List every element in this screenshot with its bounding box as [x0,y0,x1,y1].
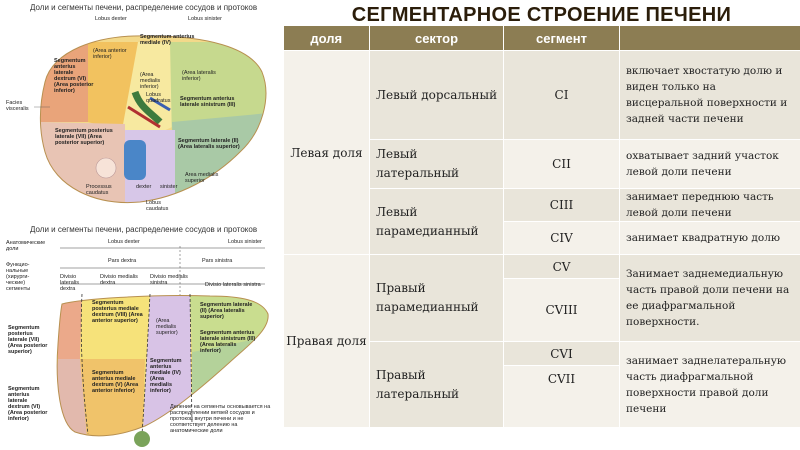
cell-sector-left-lateral: Левый латеральный [370,140,504,189]
cell-segment-civ: CIV [504,222,620,255]
cell-lobe-left: Левая доля [284,51,370,255]
label-seg-post-mediale: Segmentum posterius mediale dextrum (VIII) (Area anterior superior) [92,300,143,324]
label-facies-visceralis: Facies visceralis [6,100,29,112]
label-area-anterior-inferior: (Area anterior inferior) [93,48,127,60]
header-dolya: доля [284,26,370,51]
label-seg-lateralis-ii-bottom: Segmentum laterale (II) (Area lateralis superior) [200,302,253,320]
segments-table-container [283,26,800,450]
cell-desc-civ: занимает квадратную долю [620,222,800,255]
label-area-medialis-superior-top: Area medialis superior [185,172,219,184]
cell-sector-right-paramedian: Правый парамедианный [370,255,504,342]
label-seg-post-laterale-bottom: Segmentum posterius laterale (VII) (Area posterior superior) [8,325,48,355]
cell-segment-cv: CV [504,255,620,279]
label-lobus-sinister-top: Lobus sinister [188,16,222,22]
label-lobus-sinister-bottom: Lobus sinister [228,239,262,245]
label-seg-ant-mediale: Segmentum anterius mediale (IV) [140,34,195,46]
label-anat-doli: Анатомические доли [6,240,46,252]
label-div-lat-dextra: Divisio lateralis dextra [60,274,79,292]
label-area-lateralis-inferior: (Area lateralis inferior) [182,70,216,82]
label-seg-ant-lat-dextrum: Segmentum anterius laterale dextrum (VI) (Area posterior inferior) [54,58,94,94]
label-pars-dextra: Pars dextra [108,258,137,264]
header-sektor: сектор [370,26,504,51]
cell-segment-cviii: CVIII [504,279,620,342]
cell-sector-right-lateral: Правый латеральный [370,342,504,428]
cell-desc-cvi-cvii: занимает заднелатеральную часть диафрагмальной поверхности правой доли печени [620,342,800,428]
table-header-row [284,26,800,51]
label-div-med-dextra: Divisio medialis dextra [100,274,138,286]
label-area-medialis-superior-bottom: (Area medialis superior) [156,318,178,336]
cell-segment-cii: CII [504,140,620,189]
cell-segment-ciii: CIII [504,189,620,222]
label-lobus-dexter-top: Lobus dexter [95,16,127,22]
table-row [284,255,800,279]
label-sinister: sinister [160,184,178,190]
label-seg-lateralis-ii-top: Segmentum laterale (II) (Area lateralis superior) [178,138,240,150]
cell-segment-cvi: CVI [504,342,620,366]
header-segment: сегмент [504,26,620,51]
cell-desc-ci: включает хвостатую долю и виден только на висцеральной поверхности и задней части печени [620,51,800,140]
label-lobus-quadratus: Lobus quadratus [146,92,171,104]
label-processus-caudatus: Processus caudatus [86,184,112,196]
cell-lobe-right: Правая доля [284,255,370,428]
label-area-medialis-inferior: (Area medialis inferior) [140,72,161,90]
label-seg-ant-mediale-bottom: Segmentum anterius mediale (IV) (Area medialis inferior) [150,358,182,394]
cell-sector-left-paramedian: Левый парамедианный [370,189,504,255]
label-lobus-dexter-bottom: Lobus dexter [108,239,140,245]
cell-desc-ciii: занимает переднюю часть левой доли печени [620,189,800,222]
cell-segment-cvii: CVII [504,366,620,428]
label-seg-post-laterale-top: Segmentum posterius laterale (VII) (Area posterior superior) [55,128,113,146]
cell-sector-left-dorsal: Левый дорсальный [370,51,504,140]
segments-table [283,26,800,428]
figure-bottom-caption: Доли и сегменты печени, распределение сосудов и протоков [30,225,258,234]
label-segment-note: Деление на сегменты основывается на распределении ветвей сосудов и протоков внутри печени и не соответствует делению на анатомические доли [170,404,271,434]
anatomy-figures [0,0,283,450]
label-div-med-sinistra: Divisio medialis sinistra [150,274,188,286]
table-row [284,51,800,140]
header-description [620,26,800,51]
label-lobus-caudatus: Lobus caudatus [146,200,169,212]
cell-desc-cv-cviii: Занимает заднемедиальную часть правой доли печени на ее диафрагмальной поверхности. [620,255,800,342]
label-seg-ant-mediale-dextrum: Segmentum anterius mediale dextrum (V) (Area anterior inferior) [92,370,139,394]
label-seg-ant-lat-sinistrum: Segmentum anterius laterale sinistrum (III) (Area lateralis inferior) [200,330,256,354]
label-div-lat-sinistra: Divisio lateralis sinistra [205,282,261,288]
page-title: СЕГМЕНТАРНОЕ СТРОЕНИЕ ПЕЧЕНИ [283,0,800,26]
label-seg-lat-sinistrum: Segmentum anterius laterale sinistrum (III) [180,96,236,108]
label-dexter: dexter [136,184,152,190]
label-seg-ant-lat-dextrum-bottom: Segmentum anterius laterale dextrum (VI) (Area posterior inferior) [8,386,48,422]
figure-top-caption: Доли и сегменты печени, распределение сосудов и протоков [30,3,258,12]
cell-segment-ci: CI [504,51,620,140]
cell-desc-cii: охватывает задний участок левой доли печени [620,140,800,189]
label-funkc-segmenty: Функцио-нальные (хирурги-ческие) сегменты [6,262,31,292]
label-pars-sinistra: Pars sinistra [202,258,233,264]
